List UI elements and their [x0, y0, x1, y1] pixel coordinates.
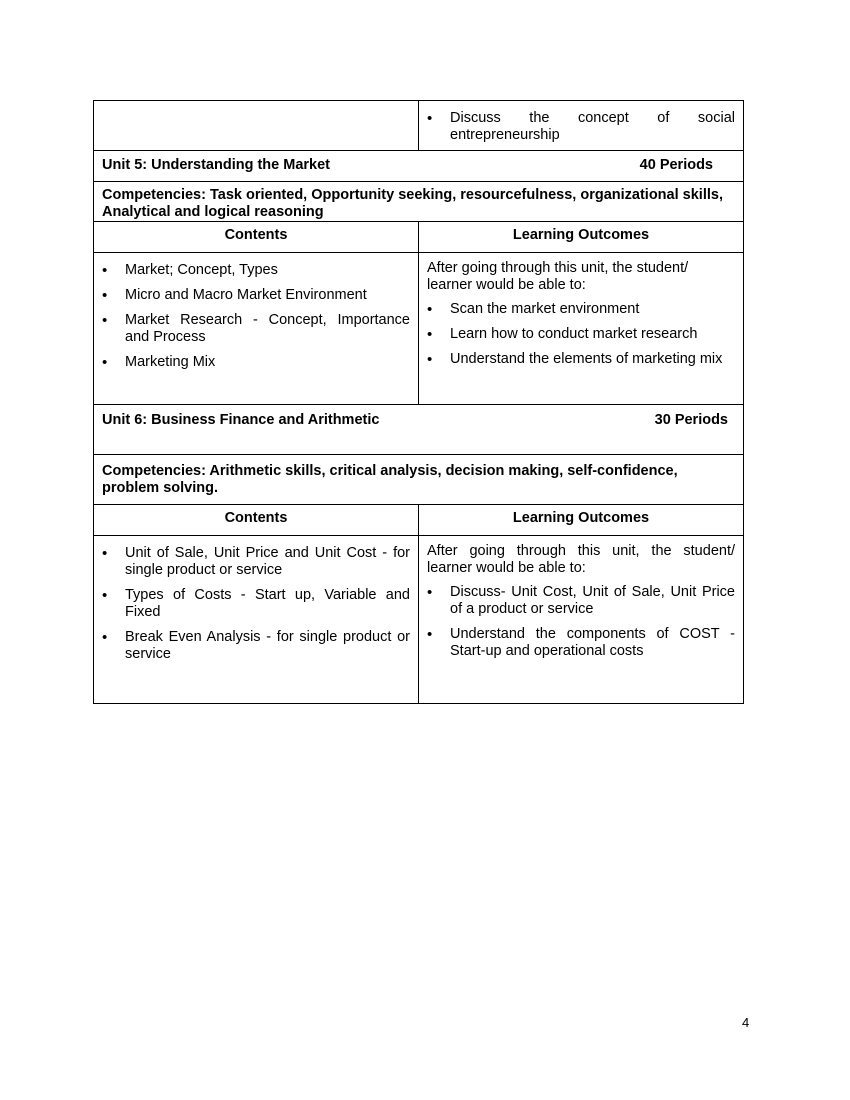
list-item: • Unit of Sale, Unit Price and Unit Cost - for single product or service [102, 545, 410, 579]
unit6-competencies-row [94, 455, 744, 505]
carryover-row [94, 101, 744, 151]
list-item: • Understand the components of COST - Start-up and operational costs [427, 626, 735, 660]
unit5-body-row [94, 253, 744, 405]
unit6-body-row [94, 536, 744, 704]
list-item: • Discuss- Unit Cost, Unit of Sale, Unit Price of a product or service [427, 584, 735, 618]
unit5-competencies: Competencies: Task oriented, Opportunity seeking, resourcefulness, organizational skills, Analytical and logical reasoning [102, 187, 723, 220]
unit6-title-row [94, 405, 744, 455]
list-item: • Understand the elements of marketing mix [427, 351, 735, 368]
unit6-outcomes-list [427, 584, 735, 660]
unit6-competencies: Competencies: Arithmetic skills, critical analysis, decision making, self-confidence, problem solving. [102, 463, 678, 496]
unit5-outcomes-intro: After going through this unit, the student/ learner would be able to: [427, 260, 689, 293]
carryover-outcomes-cell [419, 101, 744, 151]
unit5-title-row [94, 151, 744, 182]
list-item: • Market Research - Concept, Importance and Process [102, 312, 410, 346]
list-item: • Break Even Analysis - for single product or service [102, 629, 410, 663]
unit5-competencies-row [94, 182, 744, 222]
list-item: • Discuss the concept of social entrepreneurship [427, 110, 735, 144]
list-item: • Learn how to conduct market research [427, 326, 735, 343]
unit5-contents-list [102, 262, 410, 371]
unit6-periods: 30 Periods [654, 412, 728, 428]
unit6-contents-list [102, 545, 410, 663]
unit5-title: Unit 5: Understanding the Market [102, 157, 330, 173]
list-item: • Scan the market environment [427, 301, 735, 318]
list-item: • Types of Costs - Start up, Variable and Fixed [102, 587, 410, 621]
unit5-outcomes-list [427, 301, 735, 368]
unit5-periods: 40 Periods [639, 157, 713, 173]
unit6-header-row [94, 505, 744, 536]
outcomes-header: Learning Outcomes [512, 227, 650, 243]
list-item: • Micro and Macro Market Environment [102, 287, 410, 304]
syllabus-table [93, 100, 744, 704]
unit6-title: Unit 6: Business Finance and Arithmetic [102, 412, 380, 428]
outcomes-header: Learning Outcomes [512, 510, 650, 526]
list-item: • Market; Concept, Types [102, 262, 410, 279]
unit5-header-row [94, 222, 744, 253]
unit6-outcomes-intro: After going through this unit, the student/ learner would be able to: [427, 543, 735, 576]
page-number: 4 [742, 1015, 750, 1030]
contents-header: Contents [224, 510, 288, 526]
contents-header: Contents [224, 227, 288, 243]
carryover-contents-cell [94, 101, 419, 151]
list-item: • Marketing Mix [102, 354, 410, 371]
